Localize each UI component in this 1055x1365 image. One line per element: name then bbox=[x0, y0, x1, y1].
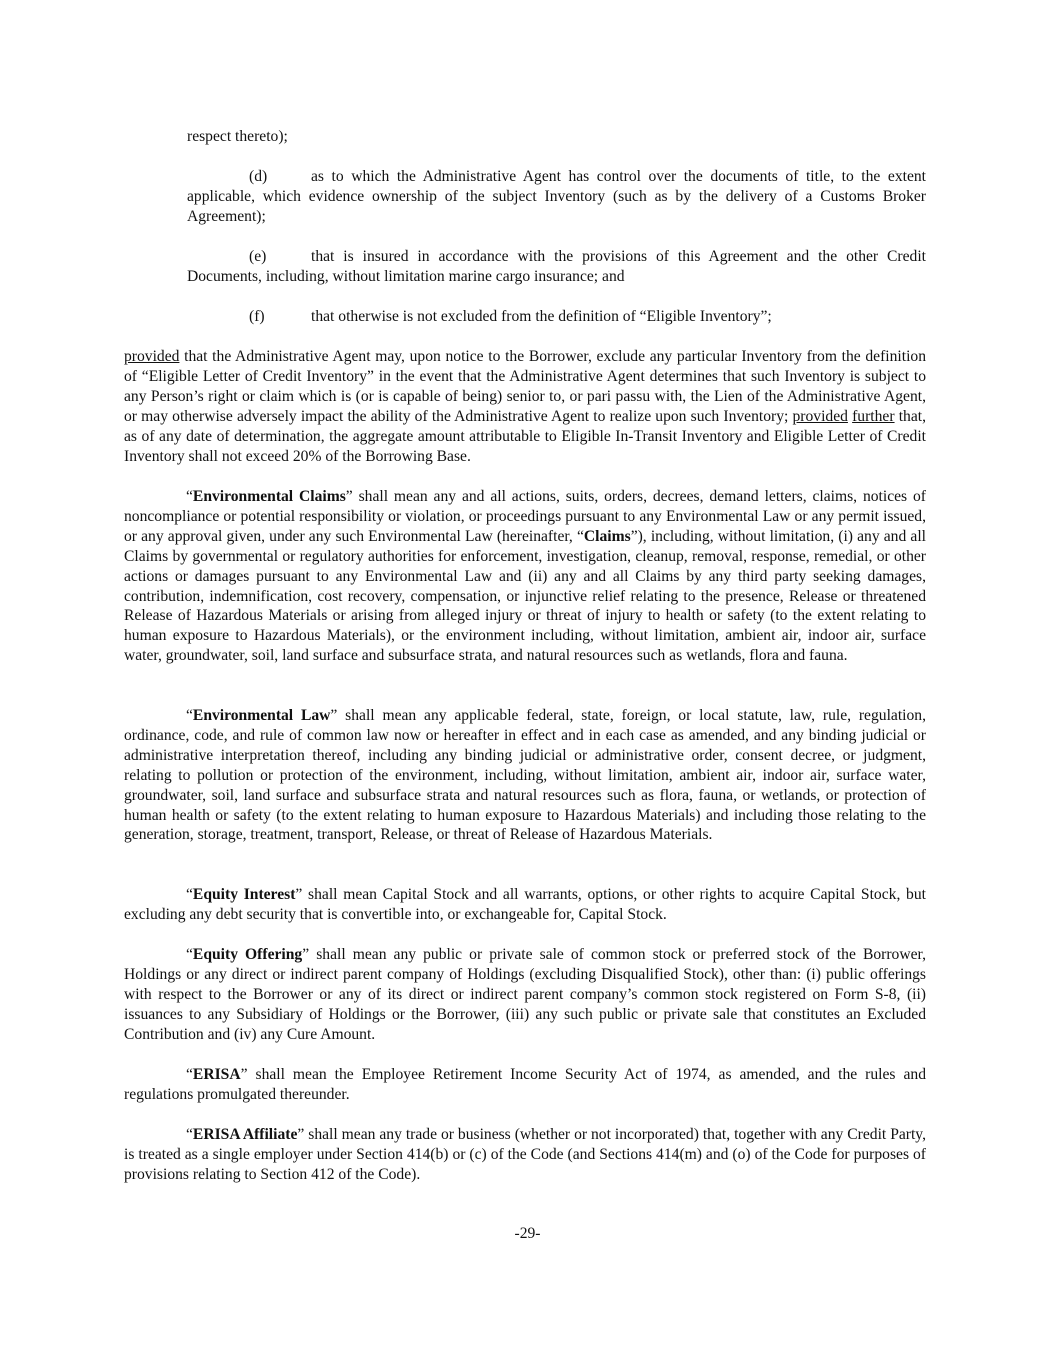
further-term: further bbox=[852, 407, 895, 425]
open-quote: “ bbox=[186, 946, 193, 963]
defined-term: Equity Offering bbox=[192, 946, 303, 963]
defined-term: Environmental Law bbox=[192, 707, 331, 724]
definition-erisa bbox=[124, 1065, 926, 1105]
provided-term: provided bbox=[792, 407, 848, 425]
proviso-paragraph bbox=[124, 347, 926, 466]
defined-term: Claims bbox=[583, 527, 631, 545]
page-number: -29- bbox=[514, 1225, 541, 1242]
definition-text: ”), including, without limitation, (i) any and all Claims by governmental or regulatory authorities for enforcement, investigation, cleanup, removal, response, remedial, or other actions or damages pursuant to any Environmental Law and (ii) any and all Claims by any third party seeking damages, contribution, indemnification, cost recovery, compensation, or injunctive relief relating to the presence, Release or threatened Release of Hazardous Materials or arising from alleged injury or threat of injury to health or safety (to the extent relating to human exposure to Hazardous Materials), or the environment including, without limitation, ambient air, indoor air, surface water, groundwater, soil, land surface and subsurface strata, and natural resources such as wetlands, flora and fauna. bbox=[124, 527, 927, 665]
definition-text: ” shall mean the Employee Retirement Income Security Act of 1974, as amended, and the rules and regulations promulgated thereunder. bbox=[124, 1066, 926, 1103]
list-item-e bbox=[187, 247, 926, 287]
definition-text: ” shall mean Capital Stock and all warrants, options, or other rights to acquire Capital Stock, but excluding any debt security that is convertible into, or exchangeable for, Capital Stock. bbox=[124, 886, 926, 923]
definition-erisa-affiliate bbox=[124, 1125, 926, 1185]
open-quote: “ bbox=[186, 488, 193, 505]
list-item-label: (f) bbox=[249, 308, 265, 325]
list-item-text: as to which the Administrative Agent has control over the documents of title, to the extent applicable, which evidence ownership of the subject Inventory (such as by the delivery of a Customs Broker Agreement); bbox=[187, 168, 926, 225]
definition-environmental-claims bbox=[124, 487, 926, 666]
definition-equity-interest bbox=[124, 885, 926, 925]
list-item-f bbox=[187, 307, 926, 327]
defined-term: Environmental Claims bbox=[192, 488, 346, 505]
defined-term: Equity Interest bbox=[192, 886, 296, 903]
list-item-label: (e) bbox=[249, 248, 267, 265]
definition-equity-offering bbox=[124, 945, 926, 1045]
list-item-text: that is insured in accordance with the provisions of this Agreement and the other Credit Documents, including, without limitation marine cargo insurance; and bbox=[187, 248, 926, 285]
open-quote: “ bbox=[186, 886, 193, 903]
list-item-label: (d) bbox=[249, 168, 268, 185]
open-quote: “ bbox=[186, 707, 193, 724]
provided-term: provided bbox=[124, 348, 180, 365]
definition-text: ” shall mean any applicable federal, state, foreign, or local statute, law, rule, regulation, ordinance, code, and rule of common law now or hereafter in effect and in each case as amended, and any binding judicial or administrative interpretation thereof, including any binding judicial or administrative order, consent decree, or judgment, relating to pollution or protection of the environment, including, without limitation, ambient air, indoor air, surface water, groundwater, soil, land surface and subsurface strata and natural resources such as flora, fauna, or wetlands, or protection of human health or safety (to the extent relating to human exposure to Hazardous Materials) and including those relating to the generation, storage, treatment, transport, Release, or threat of Release of Hazardous Materials. bbox=[124, 707, 926, 844]
proviso-text: that, as of any date of determination, the aggregate amount attributable to Eligible In-Transit Inventory and Eligible Letter of Credit Inventory shall not exceed 20% of the Borrowing Base. bbox=[124, 407, 926, 465]
open-quote: “ bbox=[186, 1066, 193, 1083]
defined-term: ERISA Affiliate bbox=[192, 1126, 298, 1143]
definition-environmental-law bbox=[124, 706, 926, 845]
definition-text: ” shall mean any and all actions, suits, orders, decrees, demand letters, claims, notices of noncompliance or potential responsibility or violation, or proceedings pursuant to any Environmental Law or any permit issued, or any approval given, under any such Environmental Law (hereinafter, “ bbox=[124, 488, 926, 545]
open-quote: “ bbox=[186, 1126, 193, 1143]
proviso-text: that the Administrative Agent may, upon notice to the Borrower, exclude any particular Inventory from the definition of “Eligible Letter of Credit Inventory” in the event that the Administrative Agent determines that such Inventory is subject to any Person’s right or claim which is (or is capable of being) senior to, or pari passu with, the Lien of the Administrative Agent, or may otherwise adversely impact the ability of the Administrative Agent to realize upon such Inventory; bbox=[124, 348, 926, 425]
definition-text: ” shall mean any public or private sale of common stock or preferred stock of the Borrower, Holdings or any direct or indirect parent company of Holdings (excluding Disqualified Stock), other than: (i) public offerings with respect to the Borrower or any of its direct or indirect parent company’s common stock registered on Form S-8, (ii) issuances to any Subsidiary of Holdings or the Borrower, (iii) any such public or private sale that constitutes an Excluded Contribution and (iv) any Cure Amount. bbox=[124, 946, 926, 1043]
list-item-text: that otherwise is not excluded from the definition of “Eligible Inventory”; bbox=[311, 308, 772, 325]
definition-text: ” shall mean any trade or business (whether or not incorporated) that, together with any Credit Party, is treated as a single employer under Section 414(b) or (c) of the Code (and Sections 414(m) and (o) of the Code for purposes of provisions relating to Section 412 of the Code). bbox=[124, 1126, 926, 1183]
defined-term: ERISA bbox=[192, 1066, 241, 1083]
continuation-text: respect thereto); bbox=[187, 128, 288, 145]
list-item-d bbox=[187, 167, 926, 227]
